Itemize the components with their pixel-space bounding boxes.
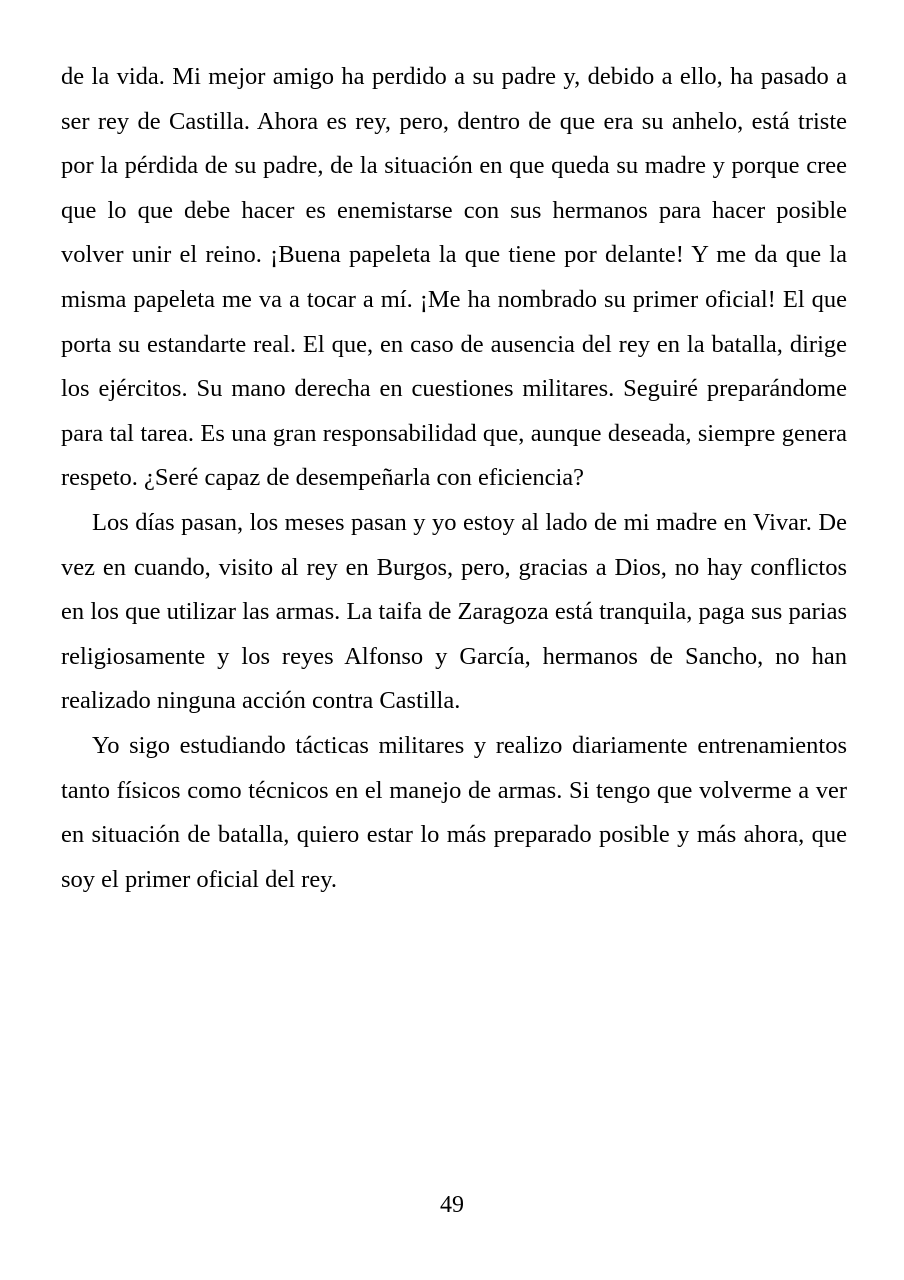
page-number: 49 <box>440 1192 464 1218</box>
paragraph: de la vida. Mi mejor amigo ha perdido a su padre y, debido a ello, ha pasado a ser rey de Castilla. Ahora es rey, pero, dentro de que era su anhelo, está triste por la pérdida de su padre, de la situación en que queda su madre y porque cree que lo que debe hacer es enemistarse con sus hermanos para hacer posible volver unir el reino. ¡Buena papeleta la que tiene por delante! Y me da que la misma papeleta me va a tocar a mí. ¡Me ha nombrado su primer oficial! El que porta su estandarte real. El que, en caso de ausencia del rey en la batalla, dirige los ejércitos. Su mano derecha en cuestiones militares. Seguiré preparándome para tal tarea. Es una gran responsabilidad que, aunque deseada, siempre genera respeto. ¿Seré capaz de desempeñarla con eficiencia? <box>61 63 847 492</box>
paragraph: Yo sigo estudiando tácticas militares y realizo diariamente entrenamientos tanto físicos como técnicos en el manejo de armas. Si tengo que volverme a ver en situación de batalla, quiero estar lo más preparado posible y más ahora, que soy el primer oficial del rey. <box>61 731 847 893</box>
paragraph: Los días pasan, los meses pasan y yo estoy al lado de mi madre en Vivar. De vez en cuando, visito al rey en Burgos, pero, gracias a Dios, no hay conflictos en los que utilizar las armas. La taifa de Zaragoza está tranquila, paga sus parias religiosamente y los reyes Alfonso y García, hermanos de Sancho, no han realizado ninguna acción contra Castilla. <box>61 508 847 715</box>
body-text <box>61 55 847 902</box>
